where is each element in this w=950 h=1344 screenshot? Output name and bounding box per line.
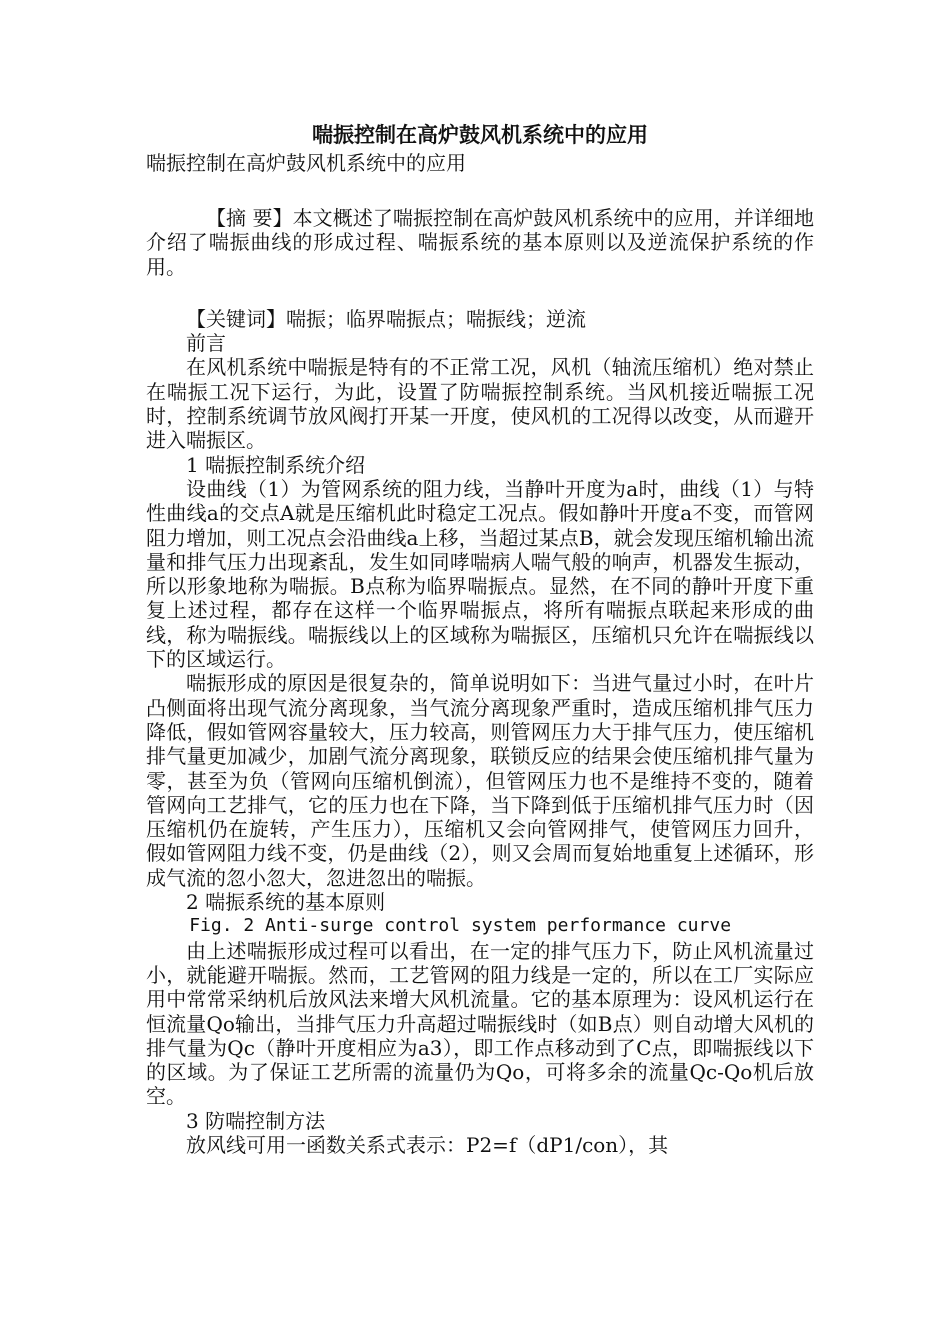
document-subtitle: 喘振控制在高炉鼓风机系统中的应用 <box>146 151 466 175</box>
section-2-paragraph-1: 由上述喘振形成过程可以看出，在一定的排气压力下，防止风机流量过小，就能避开喘振。然而，工艺管网的阻力线是一定的，所以在工厂实际应用中常常采纳机后放风法来增大风机流量。它的基本原理为：设风机运行在恒流量Qo输出，当排气压力升高超过喘振线时（如B点）则自动增大风机的排气量为Qc（静叶开度相应为a3），即工作点移动到了C点，即喘振线以下的区域。为了保证工艺所需的流量仍为Qo，可将多余的流量Qc-Qo机后放空。 <box>146 938 814 1109</box>
section-3-paragraph-1: 放风线可用一函数关系式表示：P2=f（dP1/con），其 <box>186 1132 669 1157</box>
section-3-heading: 3 防喘控制方法 <box>186 1108 326 1133</box>
document-title: 喘振控制在高炉鼓风机系统中的应用 <box>312 123 648 147</box>
keywords-line: 【关键词】喘振；临界喘振点；喘振线；逆流 <box>186 306 586 331</box>
preface-paragraph: 在风机系统中喘振是特有的不正常工况，风机（轴流压缩机）绝对禁止在喘振工况下运行，为此，设置了防喘振控制系统。当风机接近喘振工况时，控制系统调节放风阀打开某一开度，使风机的工况得以改变，从而避开进入喘振区。 <box>146 355 814 453</box>
abstract-paragraph: 【摘 要】本文概述了喘振控制在高炉鼓风机系统中的应用，并详细地介绍了喘振曲线的形成过程、喘振系统的基本原则以及逆流保护系统的作用。 <box>146 206 814 279</box>
section-2-heading: 2 喘振系统的基本原则 <box>186 890 386 915</box>
figure-caption: Fig. 2 Anti-surge control system performance curve <box>189 915 732 937</box>
document-page <box>146 120 814 1157</box>
section-1-paragraph-1: 设曲线（1）为管网系统的阻力线，当静叶开度为a时，曲线（1）与特性曲线a的交点A就是压缩机此时稳定工况点。假如静叶开度a不变，而管网阻力增加，则工况点会沿曲线a上移，当超过某点B，就会发现压缩机输出流量和排气压力出现紊乱，发生如同哮喘病人喘气般的响声，机器发生振动，所以形象地称为喘振。B点称为临界喘振点。显然，在不同的静叶开度下重复上述过程，都存在这样一个临界喘振点，将所有喘振点联起来形成的曲线，称为喘振线。喘振线以上的区域称为喘振区，压缩机只允许在喘振线以下的区域运行。 <box>146 476 814 672</box>
preface-heading: 前言 <box>186 331 226 356</box>
section-1-paragraph-2: 喘振形成的原因是很复杂的，简单说明如下：当进气量过小时，在叶片凸侧面将出现气流分离现象，当气流分离现象严重时，造成压缩机排气压力降低，假如管网容量较大，压力较高，则管网压力大于排气压力，使压缩机排气量更加减少，加剧气流分离现象，联锁反应的结果会使压缩机排气量为零，甚至为负（管网向压缩机倒流），但管网压力也不是维持不变的，随着管网向工艺排气，它的压力也在下降，当下降到低于压缩机排气压力时（因压缩机仍在旋转，产生压力），压缩机又会向管网排气，使管网压力回升，假如管网阻力线不变，仍是曲线（2），则又会周而复始地重复上述循环，形成气流的忽小忽大，忽进忽出的喘振。 <box>146 671 814 890</box>
section-1-heading: 1 喘振控制系统介绍 <box>186 452 366 477</box>
